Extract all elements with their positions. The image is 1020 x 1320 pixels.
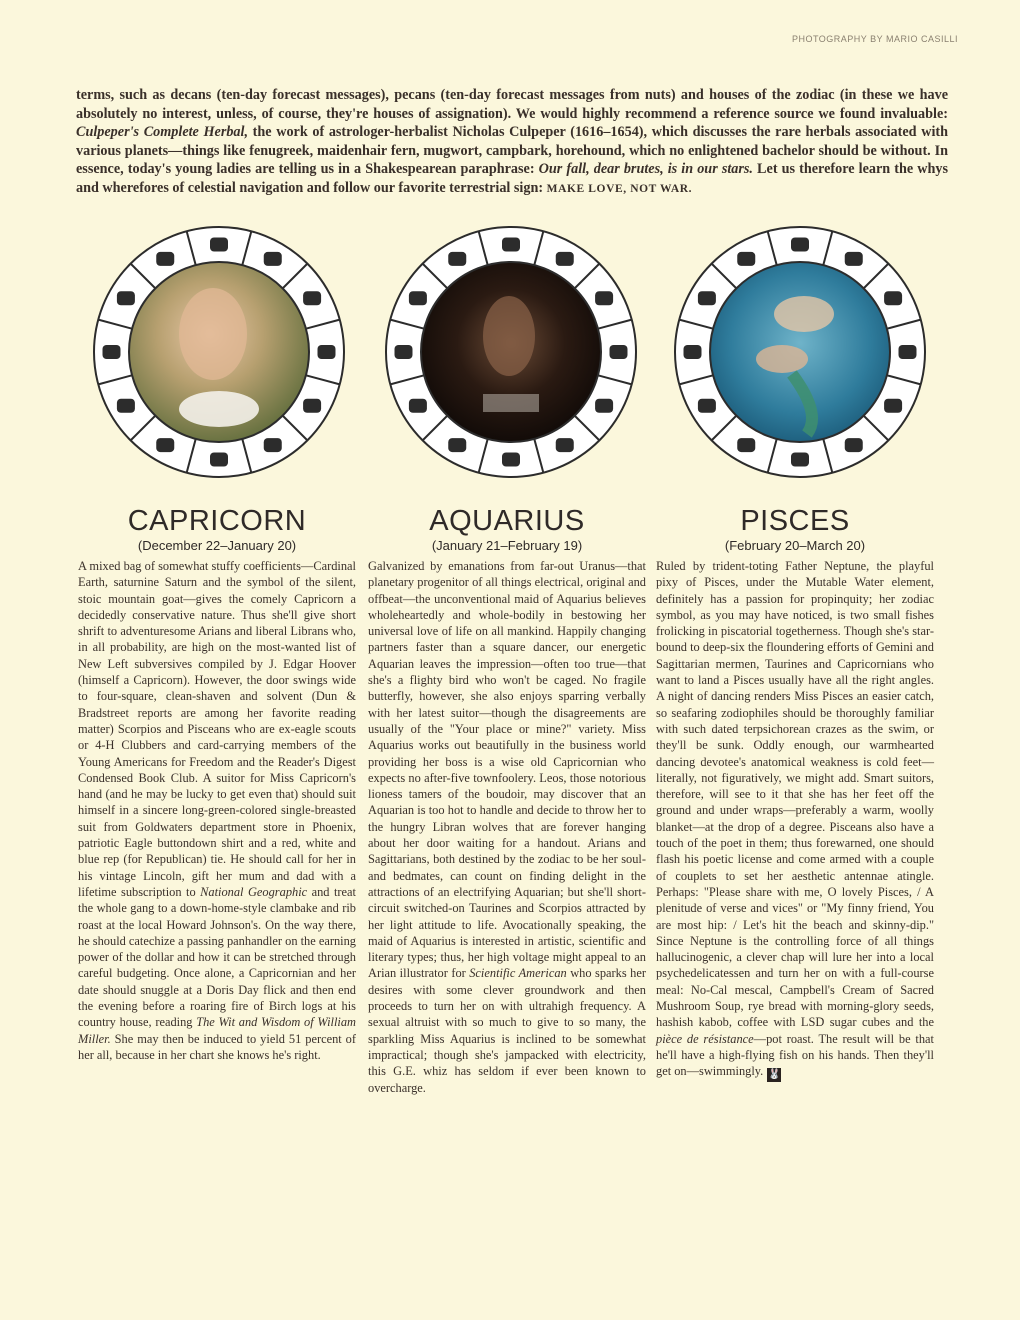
libra-icon: [502, 453, 520, 467]
magazine-title: Scientific American: [469, 966, 567, 981]
photo-credit: PHOTOGRAPHY BY MARIO CASILLI: [791, 34, 958, 44]
sign-dates-aquarius: (January 21–February 19): [431, 538, 583, 553]
pisces-icon: [156, 252, 174, 266]
gemini-icon: [303, 291, 321, 305]
aries-icon: [502, 238, 520, 252]
gemini-icon: [595, 291, 613, 305]
rabbit-icon: 🐰: [768, 1069, 781, 1081]
aries-icon: [791, 238, 809, 252]
leo-icon: [303, 399, 321, 413]
aquarius-icon: [698, 291, 716, 305]
scorpio-icon: [737, 438, 755, 452]
book-title: The Wit and Wisdom of William Miller.: [78, 1015, 356, 1046]
gemini-icon: [884, 291, 902, 305]
taurus-icon: [845, 252, 863, 266]
scorpio-icon: [448, 438, 466, 452]
aquarius-column: Galvanized by emanations from far-out Uranus—that planetary progenitor of all things electrical, original and offbeat—the unconventional maid of Aquarius believes wholeheartedly and whole-bodily in bestowing her universal love of life on all mankind. Happily changing partners faster than a square dancer, our energetic Aquarian leaves the impression—often too true—that she's a flighty bird who won't be caged. No fragile butterfly, however, she also enjoys sparring verbally with her latest suitor—though the disagreements are usually of the "Your place or mine?" variety. Miss Aquarius works out beautifully in the business world providing her boss is a wise old Capricornian who expects no after-five townfoolery. Leos, those notorious lioness tamers of the boudoir, may discover that an Aquarian is too hot to handle and decide to throw her to the hungry Libran wolves that are forever hanging about her door waiting for a handout. Arians and Sagittarians, both destined by the zodiac to be her soul- and bedmates, can count on finding delight in the attractions of an electrifying Aquarian; but she'll short-circuit switched-on Taurines and Scorpios attracted by her light attitude to life. Avocationally speaking, the maid of Aquarius is interested in artistic, scientific and literary types; thus, her high voltage might appeal to an Arian illustrator for Scientific American who sparks her desires with some clever groundwork and then proceeds to turn her on with ultrahigh frequency. A sexual altruist with so much to give to so many, the sparkling Miss Aquarius is inclined to be somewhat impractical; though she's jampacked with electricity, this G.E. whiz has seldom if ever been known to overcharge.: [368, 559, 646, 1095]
leo-icon: [595, 399, 613, 413]
sign-title-capricorn: CAPRICORN: [127, 505, 307, 537]
aquarius-wheel-graphic: [383, 224, 639, 480]
cancer-icon: [899, 345, 917, 359]
intro-paragraph: terms, such as decans (ten-day forecast messages), pecans (ten-day forecast messages from nuts) and houses of the zodiac (in these we have absolutely no interest, unless, of course, they're houses of assignation). We would highly recommend a reference source we found invaluable: Culpeper's Complete Herbal, the work of astrologer-herbalist Nicholas Culpeper (1616–1654), which discusses the rare herbals associated with various planets—things like fenugreek, maidenhair fern, mugwort, campbark, horehound, which no enlightened bachelor should be without. In essence, today's young ladies are telling us in a Shakespearean paraphrase: Our fall, dear brutes, is in our stars. Let us therefore learn the whys and wherefores of celestial navigation and follow our favorite terrestrial sign: MAKE LOVE, NOT WAR.: [76, 87, 949, 196]
sign-title-pisces: PISCES: [740, 505, 850, 537]
dish-name: pièce de résistance: [656, 1031, 754, 1046]
aquarius-icon: [409, 291, 427, 305]
cancer-icon: [610, 345, 628, 359]
book-title: Culpeper's Complete Herbal,: [76, 124, 249, 141]
aries-icon: [210, 238, 228, 252]
taurus-icon: [556, 252, 574, 266]
cancer-icon: [318, 345, 336, 359]
libra-icon: [210, 453, 228, 467]
libra-icon: [791, 453, 809, 467]
pisces-column: Ruled by trident-toting Father Neptune, the playful pixy of Pisces, under the Mutable Water element, definitely has a passion for propinquity; her zodiac symbol, as you may have noticed, is two small fishes frolicking in piscatorial togetherness. Though she's star-bound to deep-six the floundering efforts of Gemini and Sagittarian mermen, Taurines and Capricornians who want to land a Pisces usually have all the right angles. A night of dancing renders Miss Pisces an easier catch, so seafaring zodiophiles should be thoroughly familiar with such dated terpsichorean crazes as the swim, or they'll be sunk. Oddly enough, our warmhearted dancing devotee's anatomical weakness is cold feet—literally, not figuratively, we might add. Smart suitors, therefore, will see to it that she has her feet off the ground and under wraps—preferably a warm, woolly blanket—at the drop of a degree. Pisceans also have a touch of the poet in them; thus forewarned, one should flash his poetic license and come armed with a couple of couplets to set her aesthetic antennae atingle. Perhaps: "Please share with me, O lovely Pisces, / A plenitude of verse and vices" or "My finny friend, You are most hip: / Let's hit the beach and skinny-dip." Since Neptune is the controlling force of all things hallucinogenic, a clever chap will lure her into a local psychedelicatessen and turn her on with a full-course meal: No-Cal mescal, Campbell's Cream of Sacred Mushroom Soup, rye bread with morning-glory seeds, hashish kabob, coffee with LSD sugar cubes and the pièce de résistance—pot roast. The result will be that he'll have a high-flying fish on his hands. Then they'll get on—swimmingly. 🐰: [656, 559, 934, 1081]
magazine-title: National Geographic: [200, 884, 308, 899]
pisces-icon: [737, 252, 755, 266]
capricorn-icon: [684, 345, 702, 359]
virgo-icon: [264, 438, 282, 452]
capricorn-column: A mixed bag of somewhat stuffy coefficients—Cardinal Earth, saturnine Saturn and the symbol of the silent, stoic mountain goat—gives the comely Capricorn a decidedly conservative nature. Thus she'll give short shrift to adventuresome Arians and liberal Librans who, in all probability, are high on the most-wanted list of New Left subversives compiled by J. Edgar Hoover (himself a Capricorn). However, the door swings wide to four-square, clean-shaven and solvent (Dun & Bradstreet reports are among her favorite reading matter) Scorpios and Pisceans who are ex-eagle scouts or 4-H Clubbers and card-carrying members of the Young Americans for Freedom and the Reader's Digest Condensed Book Club. A suitor for Miss Capricorn's hand (and he may be lucky to get even that) should suit himself in a sincere long-green-colored single-breasted suit from Goldwaters department store in Phoenix, patriotic Eagle buttondown shirt and a red, white and blue rep (for Republican) tie. He should call for her in his vintage Lincoln, gift her mum and dad with a lifetime subscription to National Geographic and treat the whole gang to a down-home-style clambake and rib roast at the local Howard Johnson's. On the way there, he should catechize a passing panhandler on the earning power of the dollar and how it can be stretched through careful budgeting. Once alone, a Capricornian and her date should snuggle at a Doris Day flick and then end the evening before a roaring fire of Birch logs at his country house, reading The Wit and Wisdom of William Miller. She may then be induced to yield 51 percent of her all, because in her chart she knows he's right.: [78, 559, 356, 1062]
sign-dates-capricorn: (December 22–January 20): [137, 538, 297, 553]
taurus-icon: [264, 252, 282, 266]
pisces-icon: [448, 252, 466, 266]
sign-title-aquarius: AQUARIUS: [429, 505, 585, 537]
virgo-icon: [556, 438, 574, 452]
sagittarius-icon: [117, 399, 135, 413]
leo-icon: [884, 399, 902, 413]
capricorn-zodiac-wheel: [91, 224, 347, 480]
sign-dates-pisces: (February 20–March 20): [724, 538, 866, 553]
virgo-icon: [845, 438, 863, 452]
pisces-wheel-graphic: [672, 224, 928, 480]
capricorn-wheel-graphic: [91, 224, 347, 480]
sagittarius-icon: [698, 399, 716, 413]
aquarius-zodiac-wheel: [383, 224, 639, 480]
slogan: MAKE LOVE, NOT WAR.: [546, 182, 693, 195]
pisces-zodiac-wheel: [672, 224, 928, 480]
sagittarius-icon: [409, 399, 427, 413]
quote: Our fall, dear brutes, is in our stars.: [538, 161, 753, 178]
capricorn-icon: [395, 345, 413, 359]
capricorn-icon: [103, 345, 121, 359]
scorpio-icon: [156, 438, 174, 452]
aquarius-icon: [117, 291, 135, 305]
